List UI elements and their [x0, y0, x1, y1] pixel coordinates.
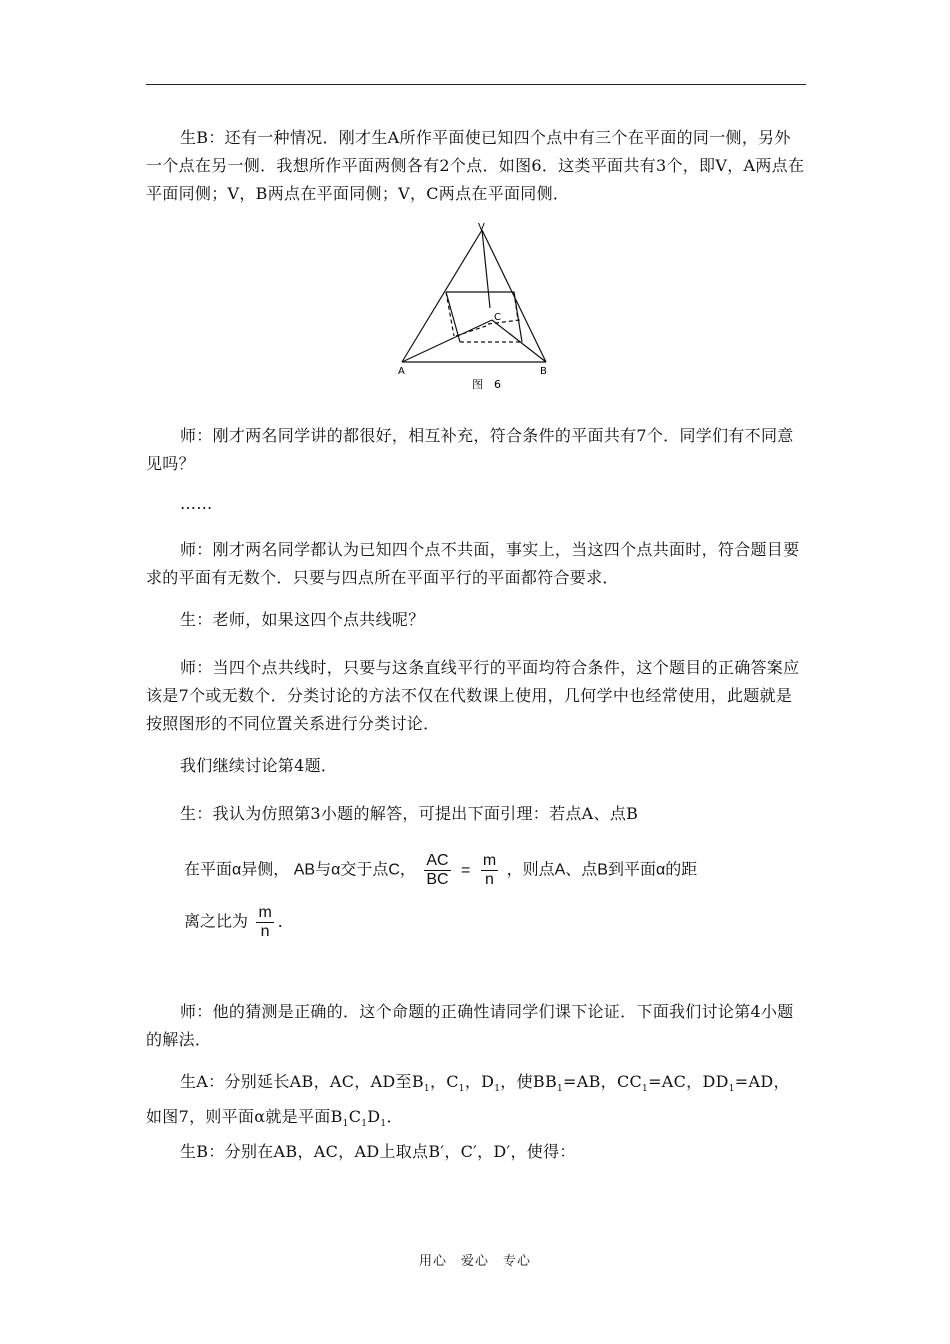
paragraph-student-a-extend: 生A：分别延长AB，AC，AD至$B_1$，$C_1$，$D_1$，使$BB_1=AB$，$CC_1=AC$，$DD_1=AD$，如图7，则平面α就是平面$B_1C_1D_1$．: [146, 1072, 790, 1130]
paragraph-teacher-proof: 师：他的猜测是正确的．这个命题的正确性请同学们课下论证．下面我们讨论第4小题的解法．: [146, 1002, 794, 1049]
vertex-label-b: B: [540, 366, 547, 377]
lemma-formula-line1: 在平面α异侧， AB与α交于点C， $\frac{AC}{BC}$ = $\frac{m}{n}$ ，则点A、点B到平面α的距: [184, 852, 698, 888]
paragraph-fourth-problem: 我们继续讨论第4题．: [180, 756, 338, 775]
vertex-label-v: V: [478, 222, 485, 233]
fraction-m-n-ratio: $\frac{m}{n}$: [258, 904, 272, 940]
paragraph-student-b-points: 生B：分别在AB，AC，AD上取点B′，C′，D′，使得：: [180, 1142, 576, 1161]
fraction-m-n: $\frac{m}{n}$: [482, 852, 497, 888]
paragraph-student-lemma: 生：我认为仿照第3小题的解答，可提出下面引理：若点A、点B: [180, 804, 639, 823]
figure-6: [390, 216, 560, 396]
paragraph-teacher-seven: 师：刚才两名同学讲的都很好，相互补充，符合条件的平面共有7个．同学们有不同意见吗？: [146, 426, 794, 473]
paragraph-student-b-planes: 生B：还有一种情况．刚才生A所作平面使已知四个点中有三个在平面的同一侧，另外一个点在另一侧．我想所作平面两侧各有2个点．如图6．这类平面共有3个，即V，A两点在平面同侧；V，B两点在平面同侧；V，C两点在平面同侧．: [146, 128, 805, 203]
fraction-ac-bc: $\frac{AC}{BC}$: [426, 852, 449, 888]
header-rule: [146, 84, 806, 85]
ellipsis: ……: [180, 494, 213, 513]
paragraph-teacher-coplanar: 师：刚才两名同学都认为已知四个点不共面，事实上，当这四个点共面时，符合题目要求的平面有无数个．只要与四点所在平面平行的平面都符合要求．: [146, 540, 800, 587]
vertex-label-a: A: [398, 366, 405, 377]
figure-caption: 图 6: [472, 378, 501, 391]
paragraph-teacher-answer: 师：当四个点共线时，只要与这条直线平行的平面均符合条件，这个题目的正确答案应该是7个或无数个．分类讨论的方法不仅在代数课上使用，几何学中也经常使用，此题就是按照图形的不同位置关系进行分类讨论．: [146, 658, 800, 733]
page-footer: 用心 爱心 专心: [418, 1254, 531, 1269]
paragraph-student-collinear: 生：老师，如果这四个点共线呢？: [180, 610, 425, 629]
lemma-formula-line2: 离之比为 $\frac{m}{n}$ ．: [184, 904, 294, 940]
tetrahedron-diagram: [390, 216, 560, 396]
vertex-label-c: C: [494, 312, 501, 323]
